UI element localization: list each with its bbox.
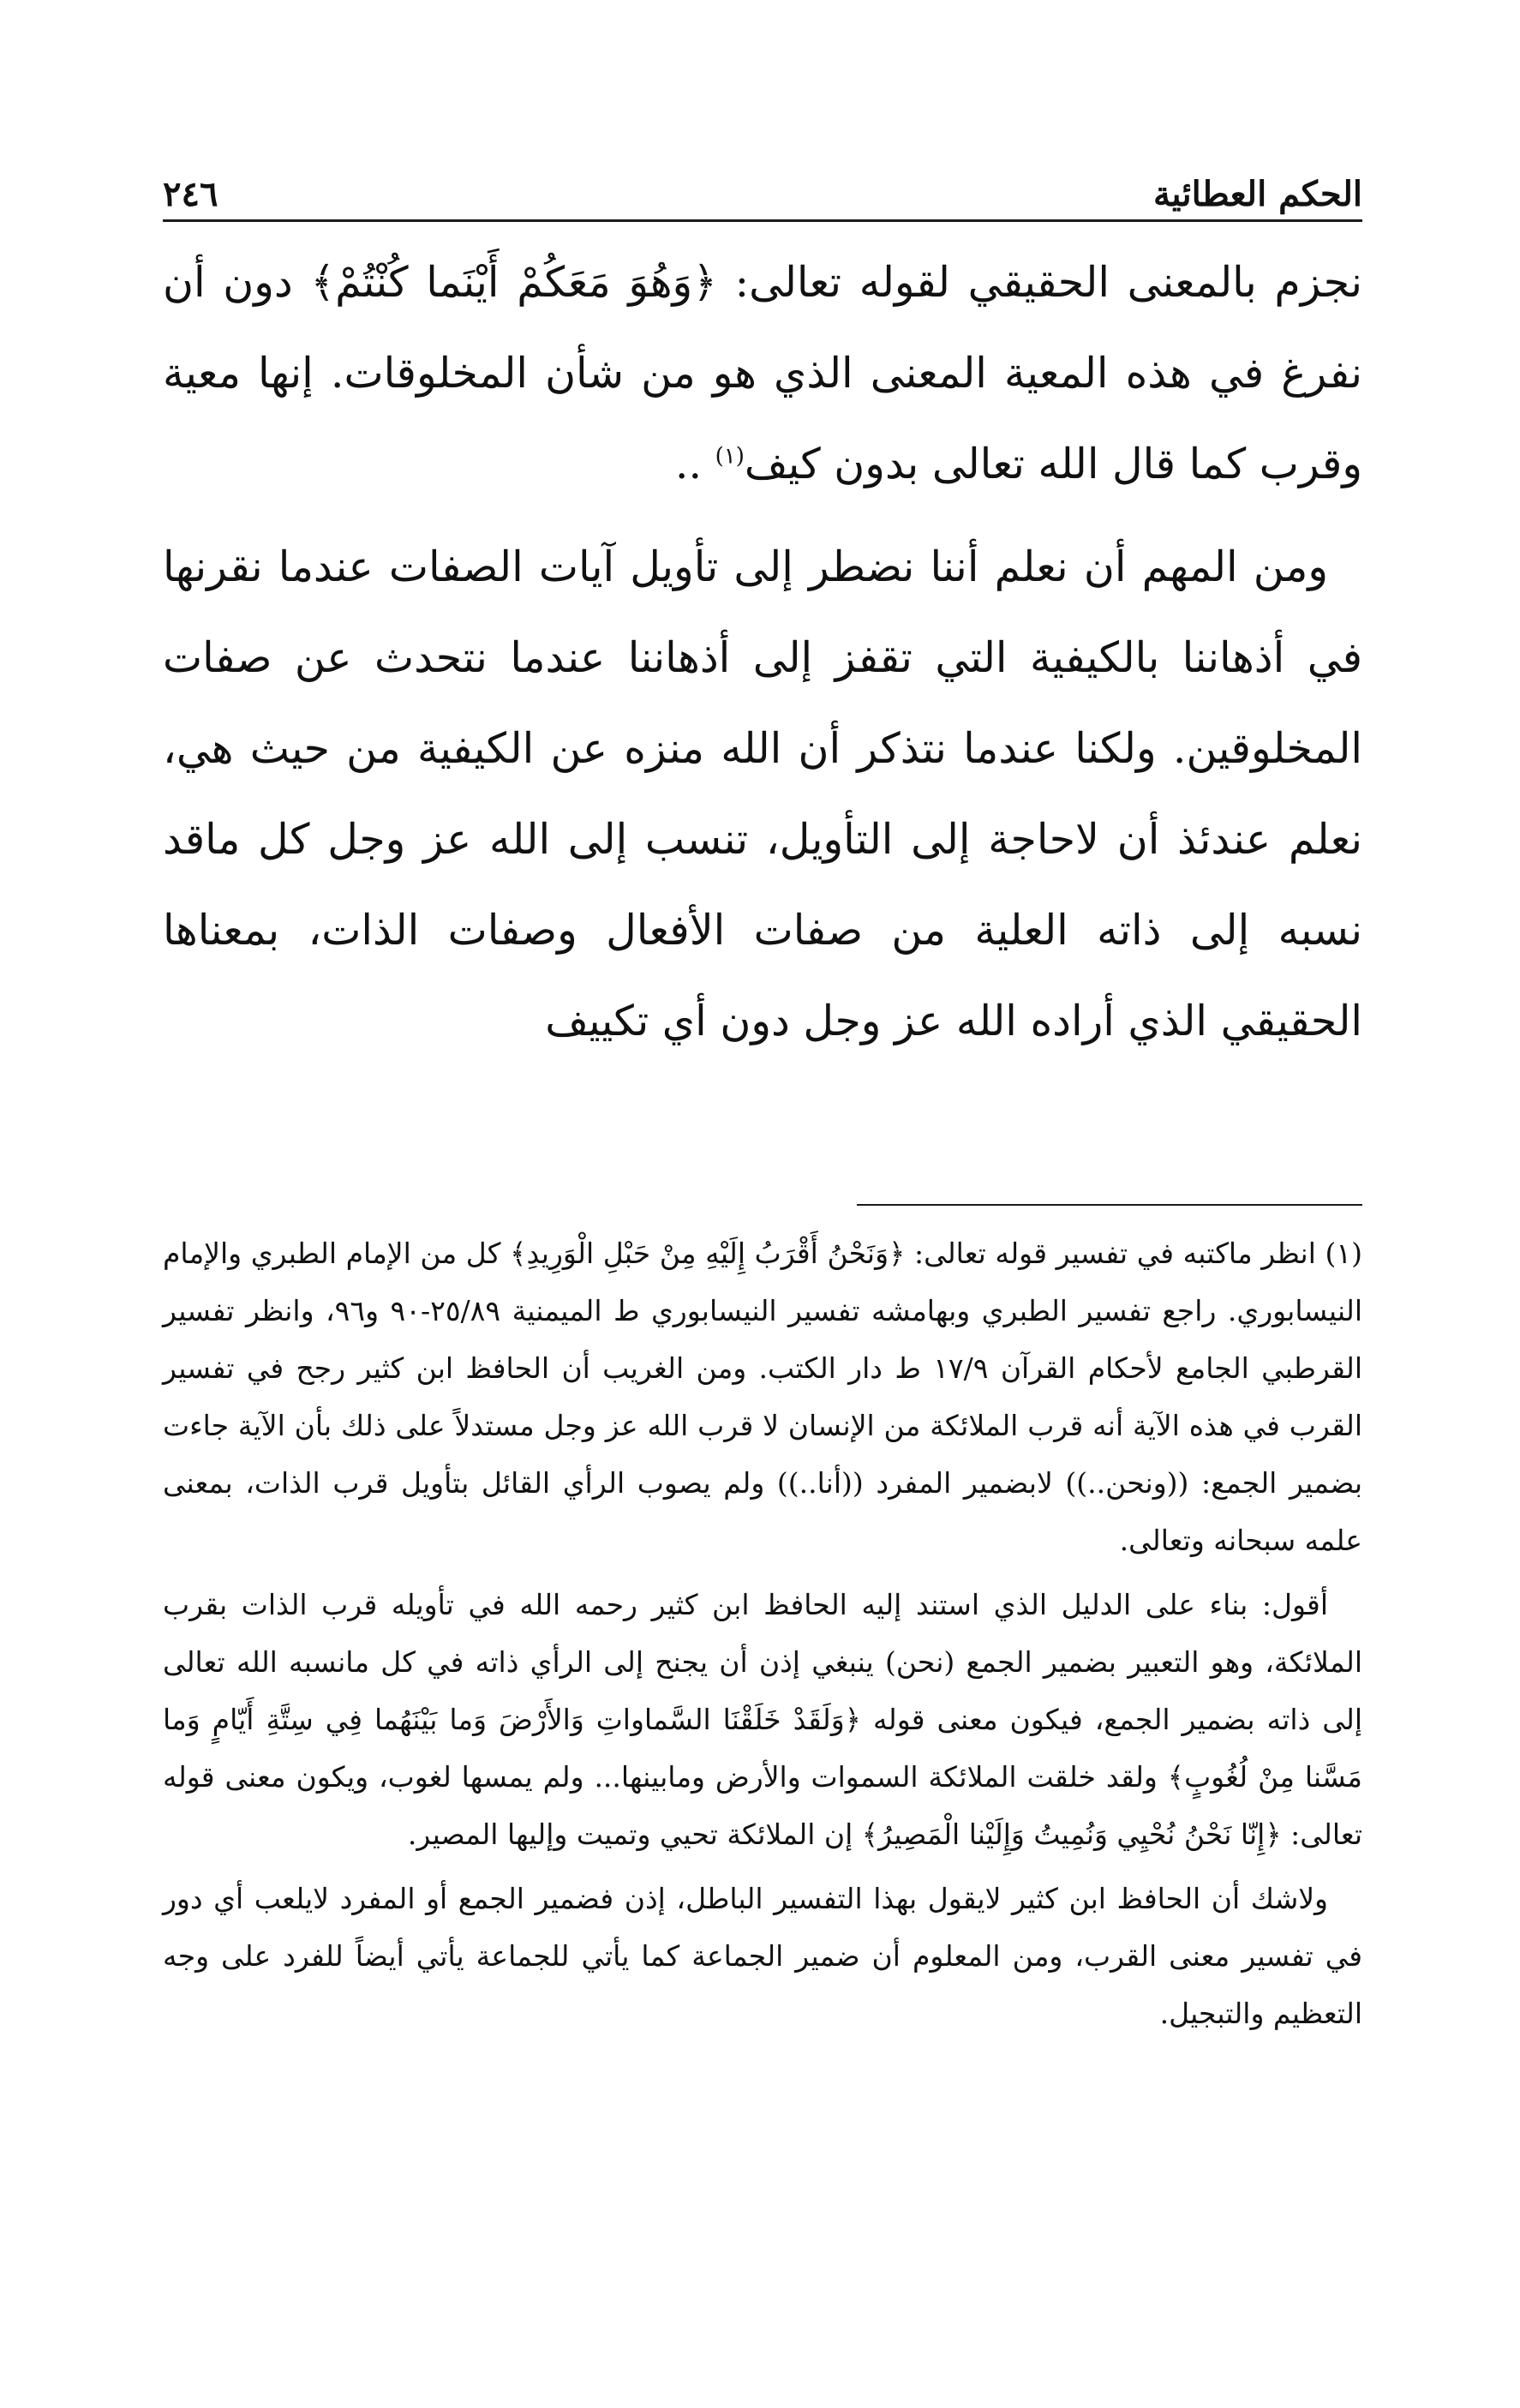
fn2-text-end: إن الملائكة تحيي وتميت وإليها المصير. [407,1818,862,1851]
fn2-text-start: أقول: بناء على الدليل الذي استند إليه الحافظ ابن كثير رحمه الله في تأويله قرب الذات بقرب الملائكة، وهو التعبير بضمير الجمع (نحن) ينبغي إذن أن يجنح إلى الرأي ذاته في كل مانسبه الله تعالى إلى ذاته بضمير الجمع، فيكون معنى قوله [163,1588,1362,1736]
footnote-1 [163,1225,1362,1569]
paragraph-2: ومن المهم أن نعلم أننا نضطر إلى تأويل آيات الصفات عندما نقرنها في أذهاننا بالكيفية التي تقفز إلى أذهاننا عندما نتحدث عن صفات المخلوقين. ولكنا عندما نتذكر أن الله منزه عن الكيفية من حيث هي، نعلم عندئذ أن لاحاجة إلى التأويل، تنسب إلى الله عز وجل كل ماقد نسبه إلى ذاته العلية من صفات الأفعال وصفات الذات، بمعناها الحقيقي الذي أراده الله عز وجل دون أي تكييف [163,542,1362,1045]
fn2-text-middle: ولقد خلقت الملائكة السموات والأرض ومابينها... ولم يمسها لغوب، ويكون معنى قوله تعالى: [163,1760,1362,1851]
main-text [163,237,1362,1067]
fn1-quran-quote: ﴿وَنَحْنُ أَقْرَبُ إِلَيْهِ مِنْ حَبْلِ الْوَرِيدِ﴾ [510,1237,906,1270]
quran-quote: ﴿وَهُوَ مَعَكُمْ أَيْنَما كُنْتُمْ﴾ [310,258,717,307]
footnote-reference: (١) [715,443,745,470]
footnote-paragraph-2 [163,1576,1362,1863]
footnote-paragraph-3: ولاشك أن الحافظ ابن كثير لايقول بهذا التفسير الباطل، إذن فضمير الجمع أو المفرد لايلعب أي دور في تفسير معنى القرب، ومن المعلوم أن ضمير الجماعة كما يأتي للجماعة يأتي أيضاً للفرد على وجه التعظيم والتبجيل. [163,1882,1362,2030]
book-page [163,146,1362,2374]
fn2-quran-quote-2: ﴿إِنّا نَحْنُ نُحْيِي وَنُمِيتُ وَإِلَيْنا الْمَصِيرُ﴾ [861,1818,1282,1851]
p1-text-end: .. [674,440,715,488]
fn1-text-start: (١) انظر ماكتبه في تفسير قوله تعالى: [905,1237,1362,1270]
p1-text-start: نجزم بالمعنى الحقيقي لقوله تعالى: [716,258,1363,307]
running-title: الحكم العطائية [1152,174,1362,214]
page-header [163,146,1362,222]
p1-text-middle: دون أن نفرغ في هذه المعية المعنى الذي هو من شأن المخلوقات. إنها معية وقرب كما قال الله تعالى بدون كيف [163,258,1362,488]
footnotes [163,1225,1362,2042]
footnote-divider [857,1204,1362,1206]
paragraph-1 [163,237,1362,510]
page-number: ٢٤٦ [163,174,218,214]
fn1-text-end: كل من الإمام الطبري والإمام النيسابوري. راجع تفسير الطبري وبهامشه تفسير النيسابوري ط الميمنية ٢٥/٨٩-٩٠ و٩٦، وانظر تفسير القرطبي الجامع لأحكام القرآن ١٧/٩ ط دار الكتب. ومن الغريب أن الحافظ ابن كثير رجح في تفسير القرب في هذه الآية أنه قرب الملائكة من الإنسان لا قرب الله عز وجل مستدلاً على ذلك بأن الآية جاءت بضمير الجمع: ((ونحن..)) لابضمير المفرد ((أنا..)) ولم يصوب الرأي القائل بتأويل قرب الذات، بمعنى علمه سبحانه وتعالى. [163,1237,1362,1557]
fn2-quran-quote: ﴿وَلَقَدْ خَلَقْنَا السَّماواتِ وَالأَرْضَ وَما بَيْنَهُما فِي سِتَّةِ أَيّامٍ وَما مَسَّنا مِنْ لُغُوبٍ﴾ [163,1703,1362,1794]
